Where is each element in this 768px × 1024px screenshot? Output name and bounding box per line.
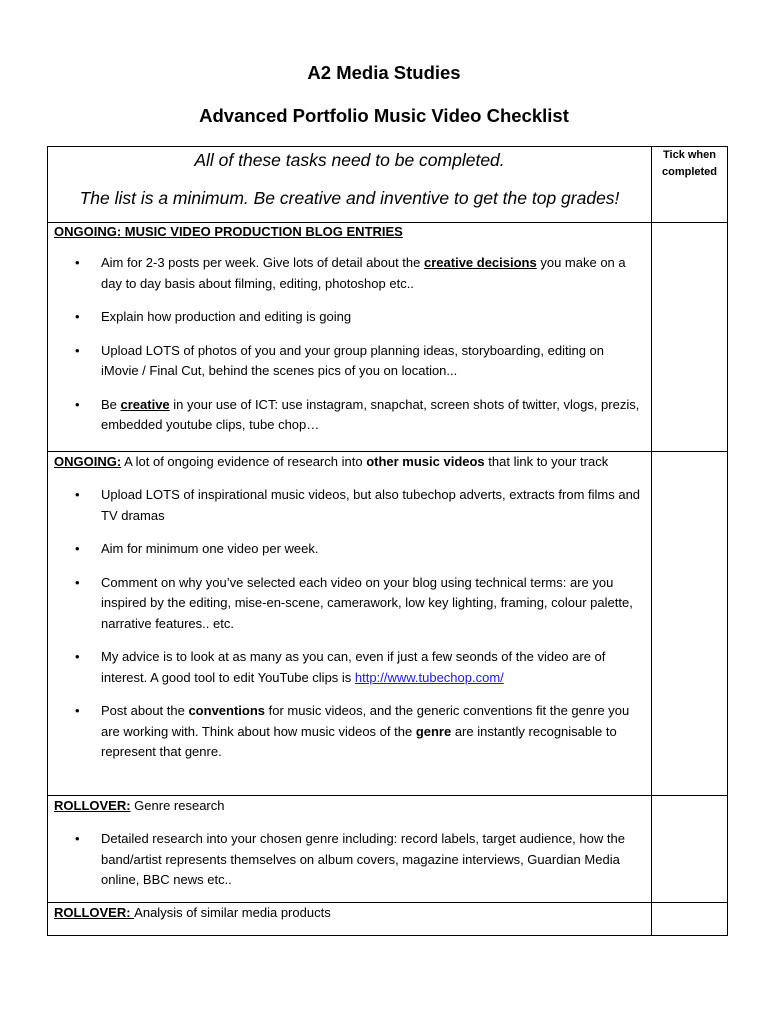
list-item: • Explain how production and editing is going xyxy=(48,307,651,328)
intro-row xyxy=(48,147,728,223)
list-item: • Detailed research into your chosen genre including: record labels, target audience, how the band/artist represents themselves on album covers, magazine interviews, Guardian Media online, BBC news etc.. xyxy=(48,829,651,891)
tick-box[interactable] xyxy=(652,452,728,796)
list-item: • Upload LOTS of photos of you and your group planning ideas, storyboarding, editing on iMovie / Final Cut, behind the scenes pics of you on location... xyxy=(48,341,651,382)
list-item: • Post about the conventions for music videos, and the generic conventions fit the genre you are working with. Think about how music videos of the genre are instantly recognisable to represent that genre. xyxy=(48,701,651,763)
list-item: • Upload LOTS of inspirational music videos, but also tubechop adverts, extracts from films and TV dramas xyxy=(48,485,651,526)
list-item: • Aim for 2-3 posts per week. Give lots of detail about the creative decisions you make on a day to day basis about filming, editing, photoshop etc.. xyxy=(48,253,651,294)
bullet-list xyxy=(48,485,651,763)
section-row xyxy=(48,796,728,903)
page-subtitle: Advanced Portfolio Music Video Checklist xyxy=(199,105,569,126)
section-cell xyxy=(48,796,652,903)
page-title: A2 Media Studies xyxy=(307,62,461,83)
tubechop-link[interactable]: http://www.tubechop.com/ xyxy=(354,669,504,685)
section-cell xyxy=(48,452,652,796)
intro-line-1: All of these tasks need to be completed. xyxy=(194,150,505,170)
intro-line-2: The list is a minimum. Be creative and inventive to get the top grades! xyxy=(79,188,620,208)
bullet-list xyxy=(48,829,651,891)
checklist-table xyxy=(47,146,728,936)
list-item: • Aim for minimum one video per week. xyxy=(48,539,651,560)
tick-box[interactable] xyxy=(652,223,728,452)
list-item: • Be creative in your use of ICT: use instagram, snapchat, screen shots of twitter, vlogs, prezis, embedded youtube clips, tube chop… xyxy=(48,395,651,436)
list-item: • My advice is to look at as many as you can, even if just a few seonds of the video are of interest. A good tool to edit YouTube clips is http://www.tubechop.com/ xyxy=(48,647,651,688)
section-cell xyxy=(48,903,652,936)
section-row xyxy=(48,452,728,796)
tick-header-label: Tick when completed xyxy=(661,149,717,178)
intro-cell xyxy=(48,147,652,223)
section-heading: ROLLOVER: Analysis of similar media products xyxy=(54,905,331,920)
section-cell xyxy=(48,223,652,452)
tick-box[interactable] xyxy=(652,903,728,936)
section-row xyxy=(48,903,728,936)
list-item: • Comment on why you’ve selected each video on your blog using technical terms: are you inspired by the editing, mise-en-scene, camerawork, low key lighting, framing, colour palette, narrative features.. etc. xyxy=(48,573,651,635)
tick-header-cell xyxy=(652,147,728,223)
section-heading: ONGOING: MUSIC VIDEO PRODUCTION BLOG ENTRIES xyxy=(54,224,403,239)
tick-box[interactable] xyxy=(652,796,728,903)
bullet-list xyxy=(48,253,651,436)
section-heading: ONGOING: A lot of ongoing evidence of research into other music videos that link to your track xyxy=(54,454,609,469)
section-row xyxy=(48,223,728,452)
section-heading: ROLLOVER: Genre research xyxy=(54,798,225,813)
